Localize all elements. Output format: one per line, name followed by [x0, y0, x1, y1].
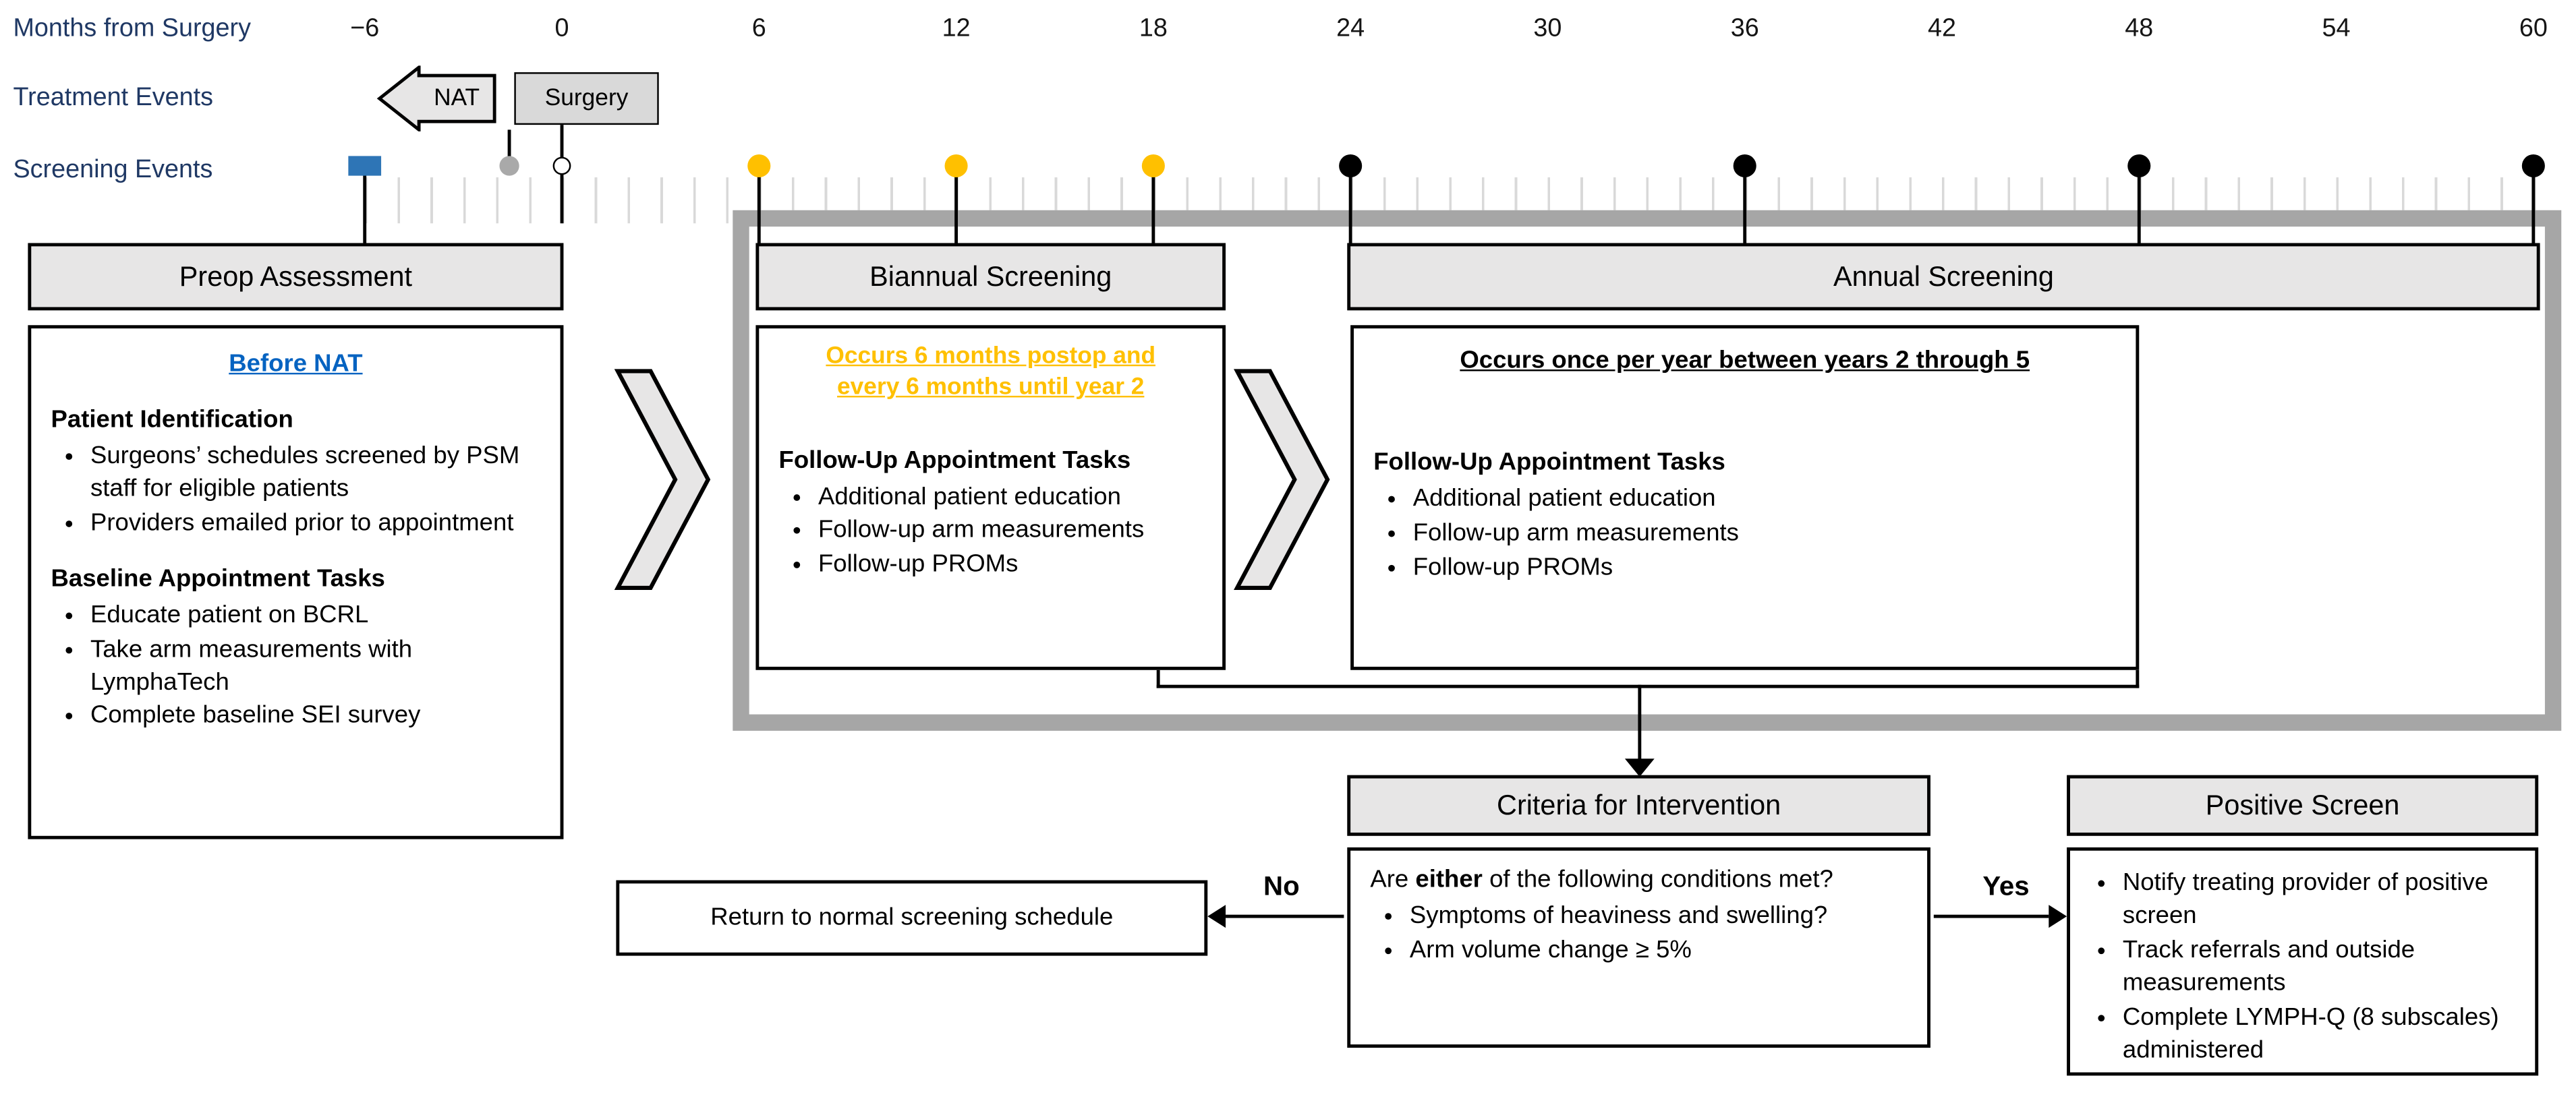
nat-arrow: [376, 65, 498, 131]
gray-dot-marker: [499, 156, 519, 175]
list-item: • Providers emailed prior to appointment: [90, 507, 540, 540]
positive-screen-title: Positive Screen: [2205, 789, 2400, 821]
blue-square-marker: [348, 156, 381, 175]
black-dot-marker: [2127, 154, 2150, 177]
tick-label: 42: [1927, 14, 1957, 43]
preop-title: Preop Assessment: [179, 260, 413, 292]
question-suffix: of the following conditions met?: [1482, 865, 1833, 894]
list-item: • Follow-up PROMs: [1413, 552, 2116, 585]
black-dot-marker: [1734, 154, 1756, 177]
list-item: • Follow-up PROMs: [818, 549, 1203, 582]
tick-label: 54: [2322, 14, 2351, 43]
marker-connector: [1152, 171, 1155, 243]
baseline-tasks-title: Baseline Appointment Tasks: [51, 564, 385, 593]
tick-label: 24: [1336, 14, 1365, 43]
list-item: • Additional patient education: [1413, 483, 2116, 516]
tick-label: 36: [1730, 14, 1759, 43]
annual-tasks-list: [1373, 483, 2116, 585]
screening-events-label: Screening Events: [13, 156, 213, 184]
annual-title: Annual Screening: [1833, 260, 2054, 292]
annual-tasks-title: Follow-Up Appointment Tasks: [1373, 448, 1725, 477]
question-bold: either: [1415, 865, 1483, 894]
criteria-header: [1347, 775, 1930, 836]
preop-box: [28, 325, 563, 839]
positive-screen-list: [2086, 867, 2519, 1067]
tick-label: −6: [350, 14, 380, 43]
list-item: • Complete LYMPH-Q (8 subscales) administered: [2123, 1001, 2519, 1067]
biannual-subtitle: Occurs 6 months postop and every 6 months until year 2: [826, 343, 1156, 401]
months-axis-label: Months from Surgery: [13, 14, 251, 43]
list-item: • Arm volume change ≥ 5%: [1410, 934, 1908, 968]
annual-header: [1347, 243, 2540, 310]
list-item: • Follow-up arm measurements: [1413, 517, 2116, 550]
tick-label: 0: [554, 14, 569, 43]
marker-connector: [2532, 171, 2535, 243]
annual-box: [1350, 325, 2139, 669]
yellow-dot-marker: [747, 154, 770, 177]
marker-connector: [1744, 171, 1746, 243]
list-item: • Notify treating provider of positive screen: [2123, 867, 2519, 932]
list-item: • Track referrals and outside measurements: [2123, 934, 2519, 1000]
baseline-tasks-list: [51, 599, 541, 733]
tick-label: 18: [1139, 14, 1168, 43]
return-box: [616, 881, 1207, 956]
criteria-box: [1347, 847, 1930, 1048]
list-item: • Surgeons’ schedules screened by PSM staff for eligible patients: [90, 440, 540, 505]
positive-screen-header: [2067, 775, 2538, 836]
preop-header: [28, 243, 563, 310]
yes-arrow-line: [1934, 915, 2049, 918]
down-arrowhead-icon: [1625, 758, 1655, 777]
left-arrowhead-icon: [1207, 905, 1226, 928]
list-item: • Symptoms of heaviness and swelling?: [1410, 900, 1908, 933]
yellow-dot-marker: [1142, 154, 1165, 177]
biannual-tasks-list: [779, 480, 1203, 582]
tick-label: 48: [2125, 14, 2154, 43]
marker-connector: [1349, 171, 1352, 243]
bracket-right-stub: [2136, 670, 2139, 688]
list-item: • Follow-up arm measurements: [818, 514, 1203, 547]
list-item: • Take arm measurements with LymphaTech: [90, 633, 540, 698]
before-nat-link: Before NAT: [229, 349, 363, 378]
treatment-events-label: Treatment Events: [13, 84, 214, 112]
open-dot-marker: [553, 157, 571, 175]
yellow-dot-marker: [945, 154, 968, 177]
yes-label: Yes: [1982, 872, 2030, 902]
biannual-box: [755, 325, 1226, 669]
tick-label: 6: [751, 14, 766, 43]
black-dot-marker: [2522, 154, 2545, 177]
biannual-title: Biannual Screening: [869, 260, 1112, 292]
annual-subtitle: Occurs once per year between years 2 through 5: [1460, 346, 2030, 375]
biannual-tasks-title: Follow-Up Appointment Tasks: [778, 446, 1131, 474]
list-item: • Educate patient on BCRL: [90, 599, 540, 632]
patient-identification-title: Patient Identification: [51, 405, 293, 434]
marker-connector: [2138, 171, 2140, 243]
chevron-right-icon: [613, 365, 715, 595]
list-item: • Complete baseline SEI survey: [90, 701, 540, 734]
bracket-drop-line: [1638, 685, 1641, 762]
tick-label: 60: [2519, 14, 2548, 43]
surgery-label: Surgery: [544, 85, 629, 112]
criteria-question: [1370, 864, 1907, 897]
no-arrow-line: [1226, 915, 1344, 918]
nat-label: NAT: [434, 85, 480, 112]
marker-connector: [954, 171, 957, 243]
nat-event-connector: [508, 129, 511, 157]
marker-connector: [757, 171, 760, 243]
criteria-list: [1370, 900, 1907, 968]
black-dot-marker: [1339, 154, 1362, 177]
list-item: • Additional patient education: [818, 480, 1203, 513]
tick-label: 30: [1533, 14, 1562, 43]
return-text: Return to normal screening schedule: [710, 903, 1114, 932]
surgery-box: [514, 72, 658, 125]
no-label: No: [1263, 872, 1300, 902]
patient-identification-list: [51, 440, 541, 539]
biannual-header: [755, 243, 1226, 310]
right-arrowhead-icon: [2049, 905, 2067, 928]
bracket-horizontal: [1157, 685, 2140, 688]
criteria-title: Criteria for Intervention: [1497, 789, 1781, 821]
marker-connector: [364, 171, 366, 243]
tick-label: 12: [942, 14, 971, 43]
question-prefix: Are: [1370, 865, 1416, 894]
chevron-right-icon: [1232, 365, 1334, 595]
positive-screen-box: [2067, 847, 2538, 1076]
